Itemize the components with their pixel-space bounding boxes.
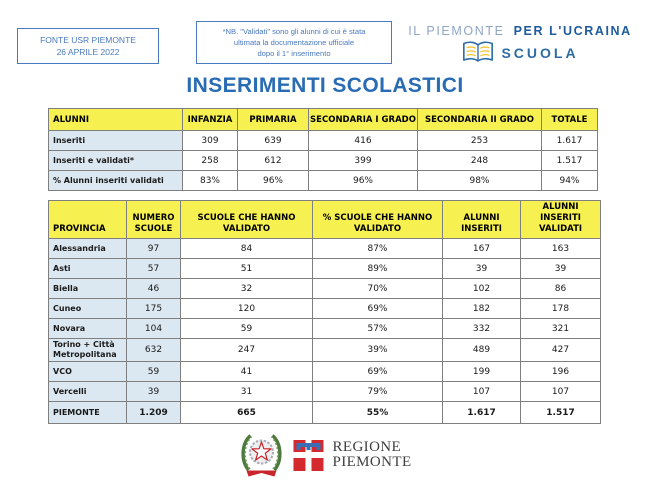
table-cell: 309: [183, 131, 238, 151]
note-line2: ultimata la documentazione ufficiale: [233, 38, 355, 47]
table-cell: 416: [309, 131, 418, 151]
table-cell: 41: [181, 362, 313, 382]
table-row: [49, 131, 598, 151]
column-header: SCUOLE CHE HANNO VALIDATO: [181, 201, 313, 239]
note-line3: dopo il 1° inserimento: [257, 49, 331, 58]
table-row: [49, 382, 601, 402]
table-cell: 321: [521, 319, 601, 339]
table-cell: 89%: [313, 259, 443, 279]
source-line2: 26 APRILE 2022: [56, 47, 120, 57]
table-cell: 1.617: [542, 131, 598, 151]
table-cell: 55%: [313, 402, 443, 424]
table-cell: 1.617: [443, 402, 521, 424]
footer-logos: [238, 430, 411, 480]
province-header-row: [49, 201, 601, 239]
table-cell: 399: [309, 151, 418, 171]
table-row: [49, 239, 601, 259]
table-cell: 96%: [309, 171, 418, 191]
table-cell: 87%: [313, 239, 443, 259]
table-cell: 57%: [313, 319, 443, 339]
row-label: Torino + Città Metropolitana: [49, 339, 127, 362]
table-cell: 98%: [418, 171, 542, 191]
table-cell: 163: [521, 239, 601, 259]
note-line1: *NB. "Validati" sono gli alunni di cui è stata: [222, 27, 366, 36]
table-cell: 253: [418, 131, 542, 151]
table-cell: 39: [521, 259, 601, 279]
table-row: [49, 151, 598, 171]
table-row: [49, 339, 601, 362]
table-cell: 639: [238, 131, 309, 151]
province-table: [48, 200, 601, 424]
table-cell: 107: [521, 382, 601, 402]
row-label: Alessandria: [49, 239, 127, 259]
source-box: [17, 28, 159, 64]
brand-subtitle: [398, 40, 642, 65]
table-cell: 32: [181, 279, 313, 299]
table-cell: 120: [181, 299, 313, 319]
table-cell: 69%: [313, 362, 443, 382]
table-cell: 258: [183, 151, 238, 171]
table-cell: 69%: [313, 299, 443, 319]
table-row: [49, 299, 601, 319]
row-label: Asti: [49, 259, 127, 279]
region-line1: REGIONE: [332, 439, 402, 455]
table-cell: 665: [181, 402, 313, 424]
column-header: TOTALE: [542, 109, 598, 131]
column-header: INFANZIA: [183, 109, 238, 131]
column-header: ALUNNI: [49, 109, 183, 131]
row-label: % Alunni inseriti validati: [49, 171, 183, 191]
table-cell: 83%: [183, 171, 238, 191]
table-row: [49, 319, 601, 339]
table-cell: 79%: [313, 382, 443, 402]
table-row: [49, 259, 601, 279]
piemonte-shield-icon: [293, 440, 323, 471]
table-cell: 39: [443, 259, 521, 279]
table-cell: 57: [127, 259, 181, 279]
note-box: [196, 21, 392, 64]
table-cell: 46: [127, 279, 181, 299]
table-row: [49, 171, 598, 191]
region-wordmark: [332, 440, 411, 470]
brand-logo: [398, 24, 642, 65]
column-header: SECONDARIA II GRADO: [418, 109, 542, 131]
summary-table: [48, 108, 598, 191]
table-cell: 70%: [313, 279, 443, 299]
column-header: ALUNNI INSERITI VALIDATI: [521, 201, 601, 239]
table-cell: 1.517: [542, 151, 598, 171]
table-cell: 175: [127, 299, 181, 319]
brand-prefix: IL PIEMONTE: [408, 24, 505, 38]
row-label: Inseriti: [49, 131, 183, 151]
total-row: [49, 402, 601, 424]
row-label: Biella: [49, 279, 127, 299]
table-cell: 332: [443, 319, 521, 339]
table-cell: 427: [521, 339, 601, 362]
column-header: PRIMARIA: [238, 109, 309, 131]
table-cell: 167: [443, 239, 521, 259]
table-cell: 247: [181, 339, 313, 362]
italy-emblem-icon: [238, 430, 284, 480]
table-cell: 59: [181, 319, 313, 339]
column-header: SECONDARIA I GRADO: [309, 109, 418, 131]
column-header: ALUNNI INSERITI: [443, 201, 521, 239]
table-cell: 248: [418, 151, 542, 171]
table-cell: 104: [127, 319, 181, 339]
row-label: PIEMONTE: [49, 402, 127, 424]
summary-header-row: [49, 109, 598, 131]
region-line2: PIEMONTE: [332, 454, 412, 470]
row-label: Inseriti e validati*: [49, 151, 183, 171]
table-cell: 489: [443, 339, 521, 362]
table-cell: 96%: [238, 171, 309, 191]
table-cell: 632: [127, 339, 181, 362]
table-cell: 182: [443, 299, 521, 319]
table-cell: 102: [443, 279, 521, 299]
table-cell: 59: [127, 362, 181, 382]
table-cell: 51: [181, 259, 313, 279]
table-cell: 39: [127, 382, 181, 402]
table-cell: 178: [521, 299, 601, 319]
row-label: VCO: [49, 362, 127, 382]
source-line1: FONTE USR PIEMONTE: [40, 34, 136, 45]
column-header: NUMERO SCUOLE: [127, 201, 181, 239]
table-cell: 86: [521, 279, 601, 299]
open-book-icon: [461, 40, 495, 65]
table-cell: 97: [127, 239, 181, 259]
table-cell: 107: [443, 382, 521, 402]
column-header: PROVINCIA: [49, 201, 127, 239]
column-header: % SCUOLE CHE HANNO VALIDATO: [313, 201, 443, 239]
row-label: Novara: [49, 319, 127, 339]
brand-title: [398, 24, 642, 38]
row-label: Vercelli: [49, 382, 127, 402]
table-cell: 1.517: [521, 402, 601, 424]
table-cell: 1.209: [127, 402, 181, 424]
table-cell: 94%: [542, 171, 598, 191]
table-cell: 39%: [313, 339, 443, 362]
table-row: [49, 279, 601, 299]
table-row: [49, 362, 601, 382]
table-cell: 199: [443, 362, 521, 382]
row-label: Cuneo: [49, 299, 127, 319]
table-cell: 84: [181, 239, 313, 259]
table-cell: 31: [181, 382, 313, 402]
brand-suffix: PER L'UCRAINA: [513, 24, 632, 38]
table-cell: 612: [238, 151, 309, 171]
table-cell: 196: [521, 362, 601, 382]
page-title: INSERIMENTI SCOLASTICI: [186, 74, 464, 97]
brand-sub-label: SCUOLA: [501, 44, 579, 61]
